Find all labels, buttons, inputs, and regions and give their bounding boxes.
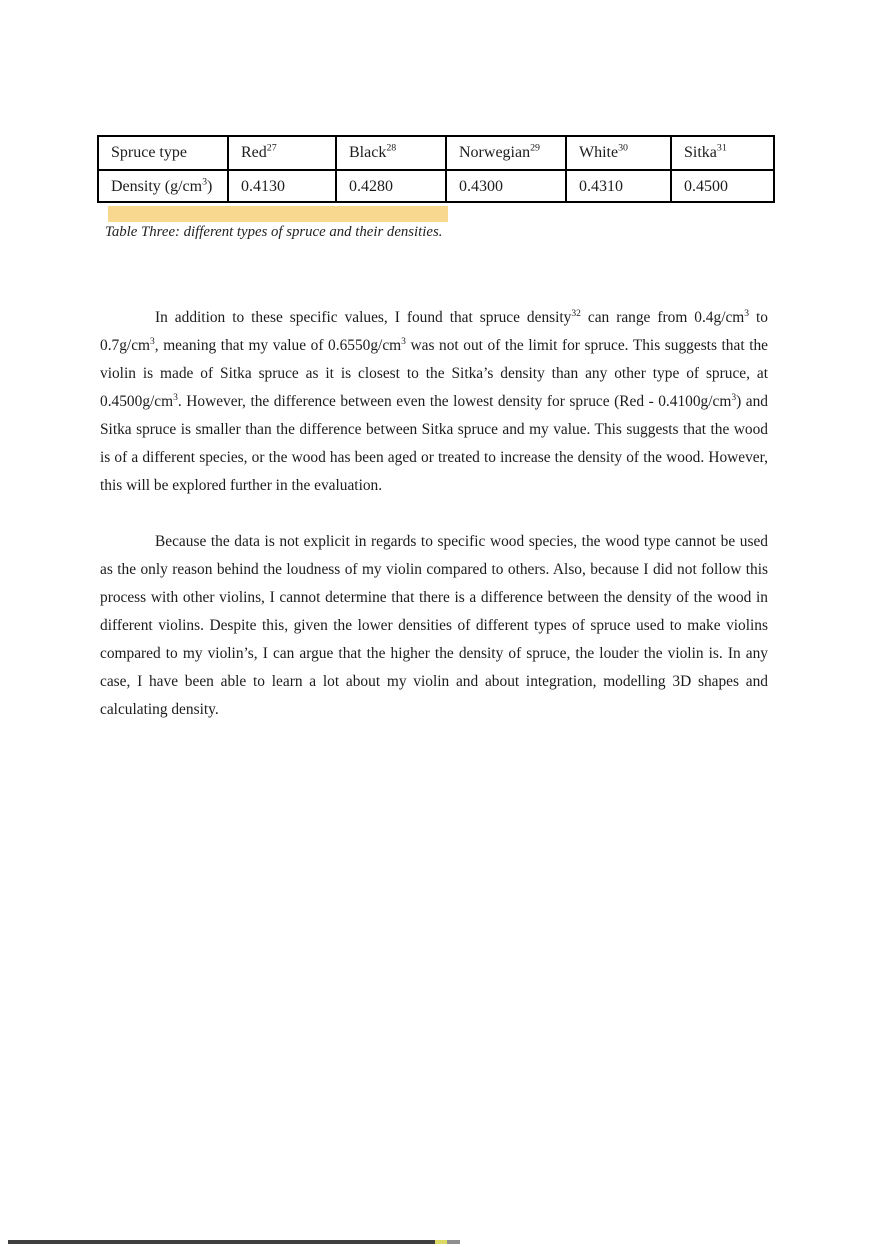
- table-cell-black: Black$^{28}$: [336, 136, 446, 170]
- table-cell-sitka: Sitka$^{31}$: [671, 136, 774, 170]
- table-cell-density-norwegian: 0.4300: [446, 170, 566, 202]
- bottom-bar-tail: [447, 1240, 460, 1244]
- table-cell-density-white: 0.4310: [566, 170, 671, 202]
- spruce-density-table: [97, 135, 775, 203]
- table-cell-white: White$^{30}$: [566, 136, 671, 170]
- table-cell-density-red: 0.4130: [228, 170, 336, 202]
- table-cell-density-sitka: 0.4500: [671, 170, 774, 202]
- table-cell-density-label: Density $(g/cm^3)$: [98, 170, 228, 202]
- paragraph-2: Because the data is not explicit in regards to specific wood species, the wood type cannot be used as the only reason behind the loudness of my violin compared to others. Also, because I did not follow this process with other violins, I cannot determine that there is a difference between the density of the wood in different violins. Despite this, given the lower densities of different types of spruce used to make violins compared to my violin’s, I can argue that the higher the density of spruce, the louder the violin is. In any case, I have been able to learn a lot about my violin and about integration, modelling 3D shapes and calculating density.: [100, 533, 768, 718]
- bottom-bar-accent-mark: [435, 1240, 447, 1244]
- table-cell-norwegian: Norwegian$^{29}$: [446, 136, 566, 170]
- body-text: [100, 304, 768, 752]
- table-density-row: [98, 170, 774, 202]
- table-header-row: [98, 136, 774, 170]
- bottom-edge-artifact: [8, 1240, 460, 1244]
- highlight-mark: [108, 206, 448, 222]
- table-cell-density-black: 0.4280: [336, 170, 446, 202]
- paragraph-1: In addition to these specific values, I found that spruce density$^{32}$ can range from $0.4g/cm^3$ to $0.7g/cm^3$, meaning that my value of $0.6550g/cm^3$ was not out of the limit for spruce. This suggests that the violin is made of Sitka spruce as it is closest to the Sitka’s density than any other type of spruce, at $0.4500g/cm^3$. However, the difference between even the lowest density for spruce $(Red - 0.4100g/cm^3)$ and Sitka spruce is smaller than the difference between Sitka spruce and my value. This suggests that the wood is of a different species, or the wood has been aged or treated to increase the density of the wood. However, this will be explored further in the evaluation.: [100, 307, 768, 494]
- table-cell-red: Red$^{27}$: [228, 136, 336, 170]
- table-cell-spruce-type: Spruce type: [98, 136, 228, 170]
- bottom-bar-segment: [8, 1240, 435, 1244]
- table-caption: Table Three: different types of spruce and their densities.: [105, 224, 443, 240]
